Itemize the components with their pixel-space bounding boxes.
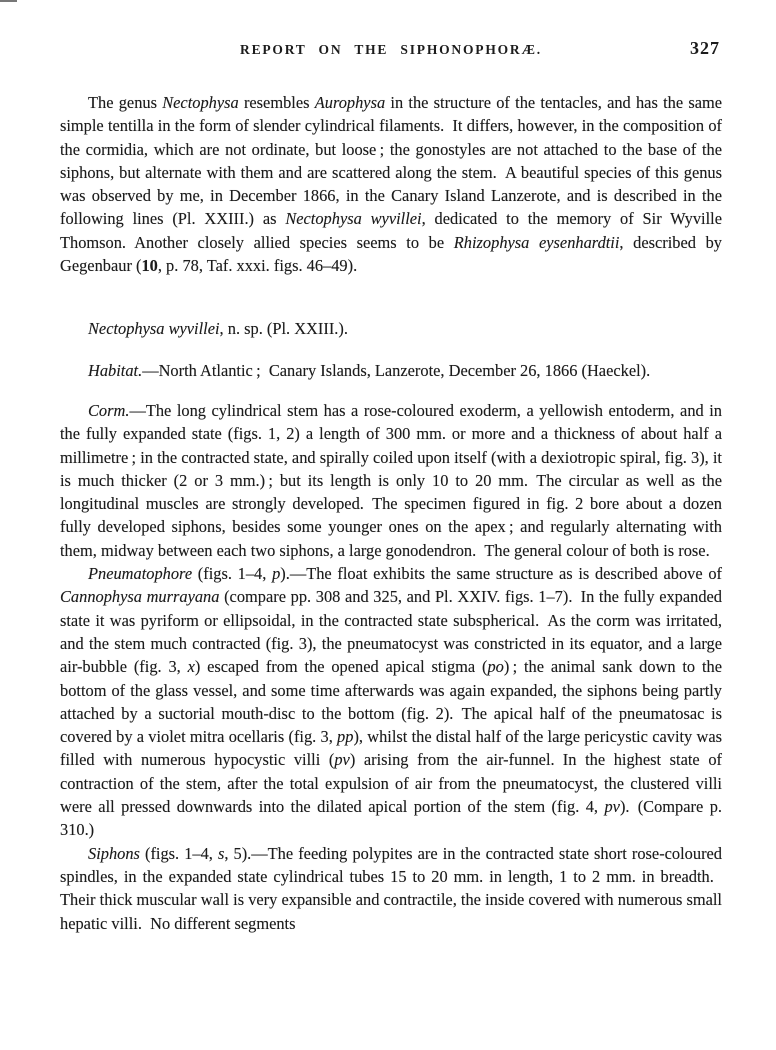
paragraph-genus-intro [60, 91, 722, 277]
italic-text-run: pv [334, 750, 350, 770]
italic-text-run: Nectophysa [162, 93, 239, 112]
text-run: , 5).—The feeding polypites are in the contracted state short rose-coloured spindles, in the expanded state cylindrical tubes 15 to 20 mm. in length, 1 to 2 mm. in breadth. Their thick muscular wall is very expansible and contractile, the inside covered with numerous small hepatic villi. No different segments [60, 843, 722, 933]
text-run: , n. sp. (Pl. XXIII.). [219, 319, 348, 339]
italic-text-run: Cannophysa murrayana [60, 587, 220, 607]
bold-text-run: 10 [141, 256, 158, 276]
italic-text-run: s [217, 843, 225, 863]
italic-text-run: Siphons [88, 843, 140, 863]
italic-text-run: x [187, 657, 195, 677]
text-run: —The long cylindrical stem has a rose-coloured exoderm, a yellowish entoderm, and in the fully expanded state (figs. 1, 2) a length of 300 mm. or more and a thickness of about half a millimetre ; in the contracted state, and spirally coiled upon itself (with a dexiotropic spiral, fig. 3), it is much thicker (2 or 3 mm.) ; but its length is only 10 to 20 mm. The circular as well as the longitudinal muscles are strongly developed. The specimen figured in fig. 2 bore about a dozen fully developed siphons, besides some younger ones on the apex ; and regularly alternating with them, midway between each two siphons, a large gonodendron. The general colour of both is rose. [60, 400, 722, 560]
text-run: (compare pp. 308 and 325, and Pl. XXIV. figs. 1–7). In the fully expanded state it was pyriform or ellipsoidal, in the contracted state subspherical. As the corm was irritated, and the stem much contracted (fig. 3), the pneumatocyst was constricted in its equator, and a large air-bubble (fig. 3, [60, 587, 722, 677]
text-run: ). (Compare p. 310.) [60, 797, 722, 840]
body-text [60, 91, 722, 935]
scan-artifact [0, 0, 17, 2]
text-run: in the structure of the tentacles, and has the same simple tentilla in the form of slender cylindrical filaments. It differs, however, in the composition of the cormidia, which are not ordinate, but loose ; the gonostyles are not attached to the base of the siphons, but alternate with them and are scattered along the stem. A beautiful species of this genus was observed by me, in December 1866, in the Canary Island Lanzerote, and is described in the following lines (Pl. XXIII.) as [60, 93, 723, 229]
text-run: , p. 78, Taf. xxxi. figs. 46–49). [157, 256, 358, 276]
running-header [60, 40, 722, 62]
page-number: 327 [690, 38, 720, 58]
text-run: ).—The float exhibits the same structure as is described above of [280, 564, 722, 584]
italic-text-run: Pneumatophore [88, 564, 193, 584]
text-run: resembles [238, 93, 315, 112]
italic-text-run: po [487, 657, 504, 677]
text-run: ), whilst the distal half of the large pericystic cavity was filled with numerous hypocystic villi ( [60, 727, 722, 770]
text-run: , described by Gegenbaur ( [60, 232, 722, 276]
text-run: (figs. 1–4, [139, 843, 218, 863]
italic-text-run: Nectophysa wyvillei [285, 209, 422, 229]
italic-text-run: Rhizophysa eysenhardtii [453, 232, 620, 252]
text-run: The genus [88, 93, 163, 112]
italic-text-run: Corm. [88, 400, 130, 420]
text-run: ) arising from the air-funnel. In the highest state of contraction of the stem, after the total expulsion of air from the pneumatocyst, the clustered villi were all pressed downwards into the dilated apical portion of the stem (fig. 4, [60, 750, 722, 817]
text-run: ) escaped from the opened apical stigma ( [194, 657, 488, 677]
italic-text-run: p [272, 564, 281, 584]
page-content [60, 40, 722, 935]
paragraph-corm [60, 399, 722, 562]
text-run: ) ; the animal sank down to the bottom of the glass vessel, and some time afterwards was again expanded, the siphons being partly attached by a suctorial mouth-disc to the bottom (fig. 2). The apical half of the pneumatosac is covered by a violet mitra ocellaris (fig. 3, [60, 657, 722, 747]
text-run: , dedicated to the memory of Sir Wyville Thomson. Another closely allied species seems to be [60, 209, 722, 252]
paragraph-habitat [60, 359, 722, 382]
italic-text-run: Habitat. [88, 360, 143, 380]
paragraph-pneumatophore [60, 562, 722, 842]
running-header-title: REPORT ON THE SIPHONOPHORÆ. [240, 42, 542, 57]
species-heading [60, 317, 722, 340]
text-run: (figs. 1–4, [192, 564, 273, 584]
italic-text-run: Aurophysa [314, 93, 386, 112]
paragraph-siphons [60, 842, 722, 935]
italic-text-run: Nectophysa wyvillei [88, 319, 220, 339]
text-run: —North Atlantic ; Canary Islands, Lanzerote, December 26, 1866 (Haeckel). [142, 360, 651, 380]
italic-text-run: pv [604, 797, 620, 817]
italic-text-run: pp [337, 727, 354, 747]
